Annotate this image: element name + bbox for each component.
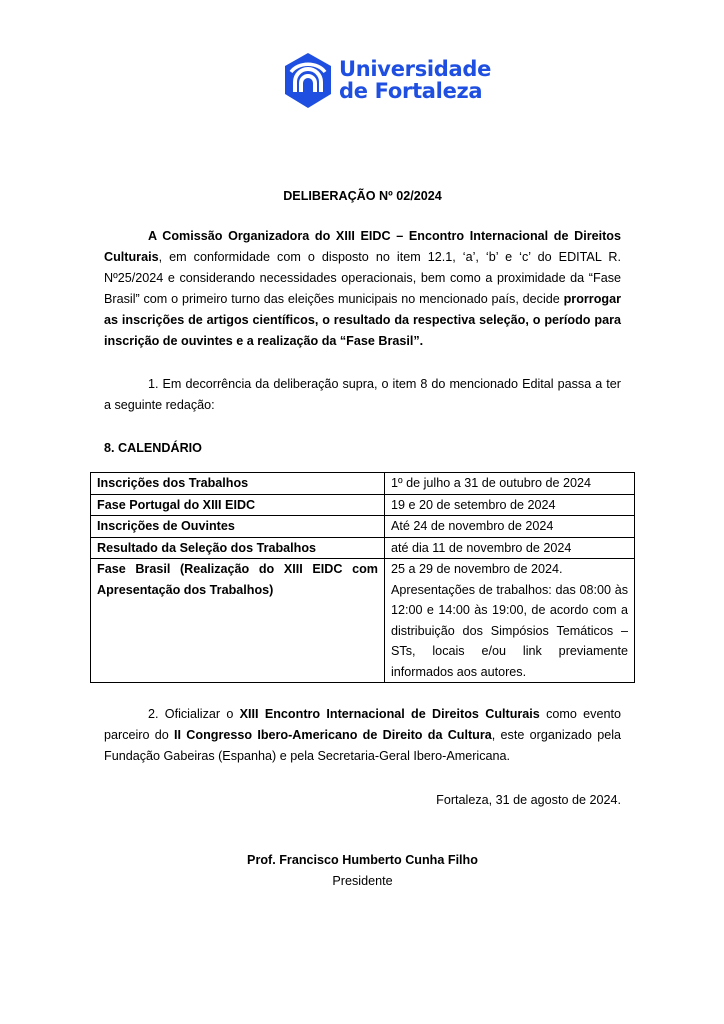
section-heading: 8. CALENDÁRIO — [104, 441, 202, 455]
item-1-paragraph: 1. Em decorrência da deliberação supra, o item 8 do mencionado Edital passa a ter a seguinte redação: — [104, 377, 621, 412]
table-row — [91, 516, 635, 538]
item-2-text-1: 2. Oficializar o — [148, 707, 240, 721]
logo-wordmark — [339, 58, 491, 102]
calendar-table — [90, 472, 635, 683]
table-row — [91, 473, 635, 495]
calendar-label: Resultado da Seleção dos Trabalhos — [91, 537, 385, 559]
intro-bold-2: prorrogar as inscrições de artigos científicos, o resultado da respectiva seleção, o período para inscrição de ouvintes e a realização da “Fase Brasil”. — [104, 292, 621, 348]
intro-bold-1: A Comissão Organizadora do XIII EIDC – Encontro Internacional de Direitos Culturais — [104, 229, 621, 264]
item-2-bold-1: XIII Encontro Internacional de Direitos Culturais — [239, 707, 540, 721]
calendar-value: Até 24 de novembro de 2024 — [385, 516, 635, 538]
calendar-value: até dia 11 de novembro de 2024 — [385, 537, 635, 559]
signature-block — [104, 850, 621, 892]
logo-line-2: de Fortaleza — [339, 79, 483, 103]
document-title: DELIBERAÇÃO Nº 02/2024 — [283, 189, 442, 203]
item-2-text-3: , este organizado pela Fundação Gabeiras (Espanha) e pela Secretaria-Geral Ibero-Americana. — [104, 728, 621, 763]
logo-line-1: Universidade — [339, 57, 492, 81]
calendar-label: Inscrições de Ouvintes — [91, 516, 385, 538]
signatory-name: Prof. Francisco Humberto Cunha Filho — [247, 853, 478, 867]
calendar-label: Fase Portugal do XIII EIDC — [91, 494, 385, 516]
intro-paragraph — [104, 226, 621, 352]
table-row — [91, 559, 635, 683]
universidade-de-fortaleza-logo-icon — [283, 52, 333, 110]
table-row — [91, 537, 635, 559]
table-row — [91, 494, 635, 516]
calendar-value-line-2: Apresentações de trabalhos: das 08:00 às 12:00 e 14:00 às 19:00, de acordo com a distribuição dos Simpósios Temáticos – STs, locais e/ou link previamente informados aos autores. — [391, 582, 628, 679]
place-and-date: Fortaleza, 31 de agosto de 2024. — [436, 793, 621, 807]
calendar-value — [385, 559, 635, 683]
intro-text-1: , em conformidade com o disposto no item 12.1, ‘a’, ‘b’ e ‘c’ do EDITAL R. Nº25/2024 e considerando necessidades operacionais, bem como a proximidade da “Fase Brasil” com o primeiro turno das eleições municipais no mencionado país, decide — [104, 250, 621, 306]
calendar-label: Fase Brasil (Realização do XIII EIDC com Apresentação dos Trabalhos) — [91, 559, 385, 683]
item-2-bold-2: II Congresso Ibero-Americano de Direito da Cultura — [174, 728, 492, 742]
calendar-value: 19 e 20 de setembro de 2024 — [385, 494, 635, 516]
calendar-label: Inscrições dos Trabalhos — [91, 473, 385, 495]
calendar-value: 1º de julho a 31 de outubro de 2024 — [385, 473, 635, 495]
document-body — [97, 186, 628, 892]
item-2-paragraph — [104, 704, 621, 767]
university-logo — [0, 52, 724, 114]
item-2-text-2: como evento parceiro do — [104, 707, 621, 742]
signatory-role: Presidente — [332, 874, 393, 888]
calendar-value-line-1: 25 a 29 de novembro de 2024. — [391, 562, 563, 576]
